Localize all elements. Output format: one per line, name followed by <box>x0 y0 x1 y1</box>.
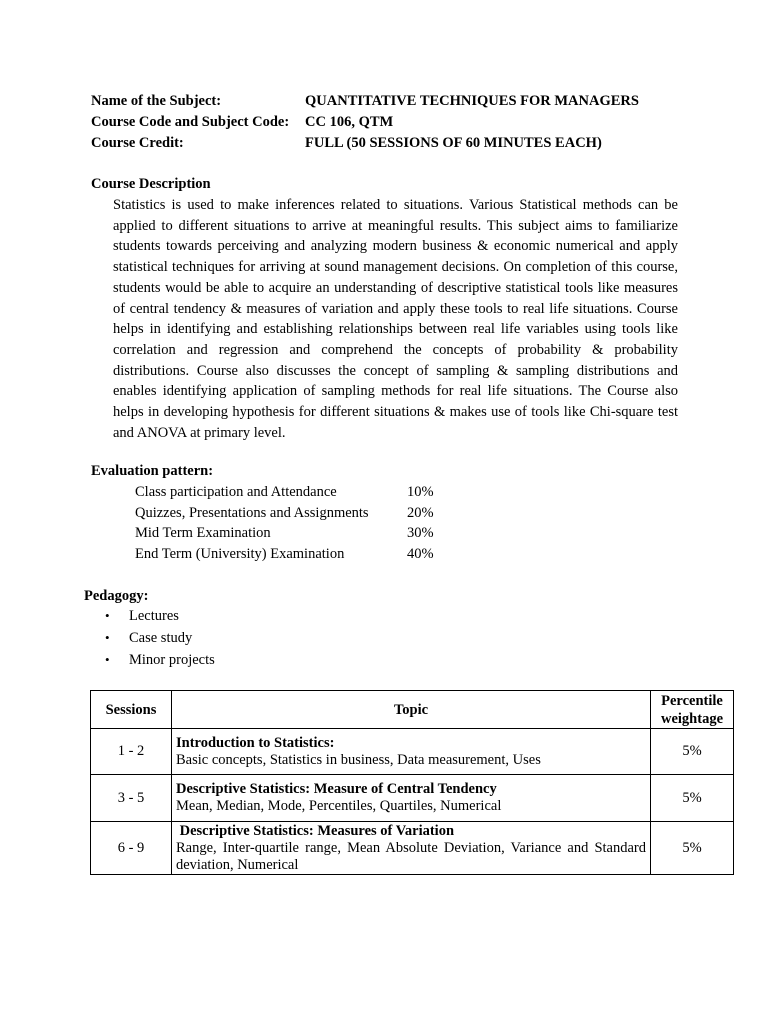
pedagogy-list <box>105 605 215 671</box>
bullet-icon: • <box>105 630 110 645</box>
bullet-icon: • <box>105 652 110 667</box>
pedagogy-item-label: Minor projects <box>129 652 215 668</box>
course-description-text: Statistics is used to make inferences related to situations. Various Statistical methods can be applied to different situations to arrive at meaningful results. This subject aims to familiarize students towards perceiving and analyzing modern business & economic numerical and apply statistical techniques for arriving at sound management decisions. On completion of this course, students would be able to acquire an understanding of descriptive statistical tools like measures of central tendency & measures of variation and apply these tools to real life situations. Course helps in identifying and establishing relationships between real life variables using tools like correlation and regression and comprehend the concepts of probability & probability distributions. Course also discusses the concept of sampling & sampling distributions and enables identifying application of sampling methods for real life situations. The Course also helps in developing hypothesis for different situations & makes use of tools like Chi-square test and ANOVA at primary level. <box>113 197 678 441</box>
evaluation-item-pct: 40% <box>407 546 434 562</box>
course-credit-value: FULL (50 SESSIONS OF 60 MINUTES EACH) <box>305 135 602 151</box>
evaluation-pattern-title: Evaluation pattern: <box>91 463 214 479</box>
topic-body: Range, Inter-quartile range, Mean Absolute Deviation, Variance and Standard deviation, Numerical <box>176 839 646 873</box>
session-range: 3 - 5 <box>91 775 172 822</box>
sessions-header: Sessions <box>91 691 172 729</box>
table-row <box>91 775 734 822</box>
bullet-icon: • <box>105 608 110 623</box>
evaluation-item-label: Mid Term Examination <box>135 525 271 541</box>
topic-title: Introduction to Statistics: <box>176 734 335 751</box>
topic-title: Descriptive Statistics: Measure of Central Tendency <box>176 781 497 797</box>
evaluation-item-label: End Term (University) Examination <box>135 546 345 562</box>
pedagogy-title: Pedagogy: <box>84 588 149 604</box>
topic-cell <box>172 775 651 822</box>
topic-cell <box>172 729 651 775</box>
pedagogy-item-label: Lectures <box>129 608 179 624</box>
topic-body: Mean, Median, Mode, Percentiles, Quartiles, Numerical <box>176 798 502 814</box>
session-schedule-table <box>90 690 734 875</box>
subject-name-label: Name of the Subject: <box>91 93 222 109</box>
topic-body: Basic concepts, Statistics in business, Data measurement, Uses <box>176 751 541 768</box>
list-item <box>105 627 215 649</box>
evaluation-item-label: Quizzes, Presentations and Assignments <box>135 505 369 521</box>
course-credit-label: Course Credit: <box>91 135 184 151</box>
session-range: 6 - 9 <box>91 822 172 875</box>
pedagogy-item-label: Case study <box>129 630 193 646</box>
topic-title: Descriptive Statistics: Measures of Variation <box>176 822 455 839</box>
weightage-value: 5% <box>651 775 734 822</box>
weightage-header-line1: Percentile <box>661 692 723 709</box>
weightage-value: 5% <box>651 822 734 875</box>
table-header-row <box>91 691 734 729</box>
weightage-header-line2: weightage <box>660 710 723 727</box>
weightage-header <box>651 691 734 729</box>
weightage-value: 5% <box>651 729 734 775</box>
list-item <box>105 605 215 627</box>
list-item <box>105 649 215 671</box>
session-range: 1 - 2 <box>91 729 172 775</box>
table-row <box>91 729 734 775</box>
table-row <box>91 822 734 875</box>
evaluation-item-pct: 30% <box>407 525 434 541</box>
course-code-label: Course Code and Subject Code: <box>91 114 290 130</box>
topic-cell <box>172 822 651 875</box>
evaluation-item-label: Class participation and Attendance <box>135 484 337 500</box>
course-description-title: Course Description <box>91 176 211 192</box>
evaluation-item-pct: 10% <box>407 484 434 500</box>
course-description-body <box>113 195 678 443</box>
evaluation-item-pct: 20% <box>407 505 434 521</box>
subject-name-value: QUANTITATIVE TECHNIQUES FOR MANAGERS <box>305 93 639 109</box>
topic-header: Topic <box>172 691 651 729</box>
course-code-value: CC 106, QTM <box>305 114 394 130</box>
